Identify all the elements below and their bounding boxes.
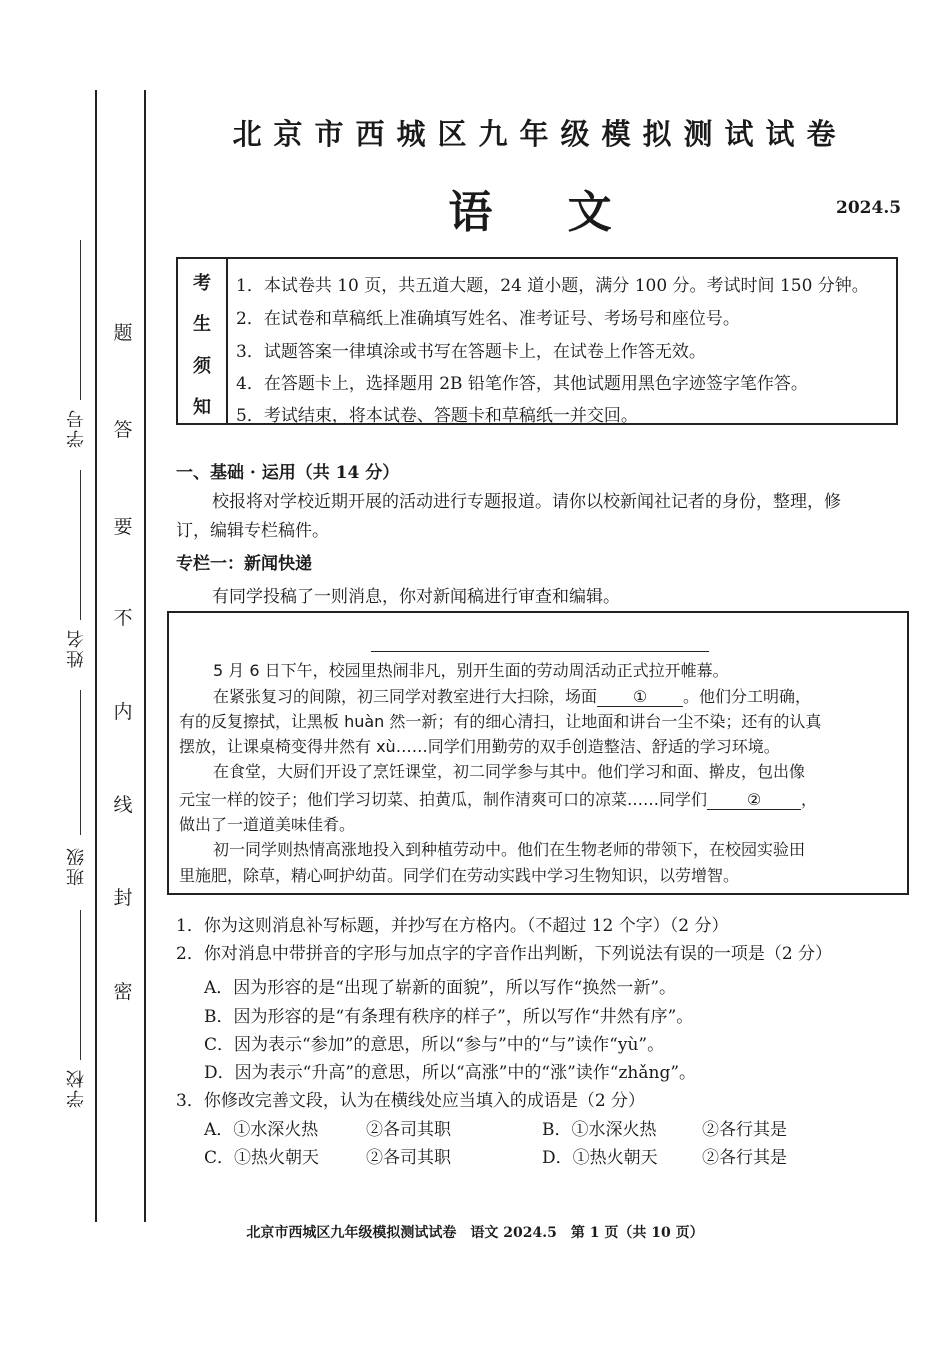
- question-3-option-d: D．①热火朝天: [542, 1148, 658, 1168]
- page-footer: 北京市西城区九年级模拟测试试卷 语文 2024.5 第 1 页（共 10 页）: [246, 1225, 704, 1241]
- question-3-option-c-value: ②各司其职: [366, 1148, 451, 1168]
- question-3-option-a-value: ②各司其职: [366, 1120, 451, 1140]
- section-intro: 校报将对学校近期开展的活动进行专题报道。请你以校新闻社记者的身份，整理，修: [212, 492, 841, 512]
- notice-item: 2．在试卷和草稿纸上准确填写姓名、准考证号、考场号和座位号。: [236, 309, 740, 329]
- news-paragraph: 元宝一样的饺子；他们学习切菜、拍黄瓜，制作清爽可口的凉菜……同学们 ② ，: [179, 790, 818, 809]
- notice-heading-char: 考: [193, 273, 211, 294]
- question-2: 2．你对消息中带拼音的字形与加点字的字音作出判断，下列说法有误的一项是（2 分）: [176, 944, 833, 964]
- news-article-box: [167, 611, 909, 895]
- student-id-label: 学号: [66, 408, 87, 448]
- question-1: 1．你为这则消息补写标题，并抄写在方格内。（不超过 12 个字）（2 分）: [176, 916, 729, 936]
- seal-char: 封: [113, 887, 133, 909]
- question-2-option-b: B．因为形容的是“有条理有秩序的样子”，所以写作“井然有序”。: [204, 1007, 694, 1027]
- seal-char: 答: [113, 419, 133, 441]
- section-intro: 订，编辑专栏稿件。: [176, 521, 329, 541]
- name-label: 姓名: [66, 628, 87, 668]
- seal-char: 要: [113, 516, 133, 538]
- notice-heading-char: 生: [193, 314, 211, 335]
- news-paragraph: 有的反复擦拭，让黑板 huàn 然一新；有的细心清扫，让地面和讲台一尘不染；还有的认真: [179, 712, 822, 731]
- exam-title: 北京市西城区九年级模拟测试试卷: [232, 117, 848, 151]
- class-line: [80, 690, 81, 835]
- binding-line-inner: [144, 90, 146, 1222]
- headline-blank-line: [371, 651, 709, 652]
- question-2-option-c: C．因为表示“参加”的意思，所以“参与”中的“与”读作“yù”。: [204, 1035, 665, 1055]
- question-2-option-a: A．因为形容的是“出现了崭新的面貌”，所以写作“换然一新”。: [204, 978, 677, 998]
- blank-1: ①: [597, 687, 683, 707]
- column-title: 专栏一：新闻快递: [176, 554, 312, 574]
- seal-char: 不: [113, 607, 133, 629]
- notice-heading-char: 知: [193, 397, 211, 418]
- school-line: [80, 910, 81, 1060]
- exam-notice-box: [176, 257, 898, 425]
- news-paragraph: 初一同学则热情高涨地投入到种植劳动中。他们在生物老师的带领下，在校园实验田: [213, 840, 806, 859]
- subject-title: 语 文: [448, 187, 642, 238]
- news-paragraph: 摆放，让课桌椅变得井然有 xù……同学们用勤劳的双手创造整洁、舒适的学习环境。: [179, 737, 780, 756]
- name-line: [80, 470, 81, 620]
- seal-char: 题: [113, 322, 133, 344]
- binding-line-outer: [95, 90, 97, 1222]
- column-intro: 有同学投稿了一则消息，你对新闻稿进行审查和编辑。: [212, 587, 620, 607]
- question-3-option-c: C．①热火朝天: [204, 1148, 320, 1168]
- seal-char: 内: [113, 701, 133, 723]
- section-heading: 一、基础 · 运用（共 14 分）: [176, 463, 400, 483]
- seal-char: 线: [113, 794, 133, 816]
- seal-char: 密: [113, 981, 133, 1003]
- question-3-option-b-value: ②各行其是: [702, 1120, 787, 1140]
- student-id-line: [80, 240, 81, 400]
- school-label: 学校: [66, 1068, 87, 1108]
- notice-item: 4．在答题卡上，选择题用 2B 铅笔作答，其他试题用黑色字迹签字笔作答。: [236, 374, 808, 394]
- exam-date: 2024.5: [836, 198, 902, 218]
- news-paragraph: 在食堂，大厨们开设了烹饪课堂，初二同学参与其中。他们学习和面、擀皮，包出像: [213, 762, 806, 781]
- question-3-option-b: B．①水深火热: [542, 1120, 657, 1140]
- question-3-option-a: A．①水深火热: [204, 1120, 319, 1140]
- class-label: 班级: [66, 846, 87, 886]
- question-3: 3．你修改完善文段，认为在横线处应当填入的成语是（2 分）: [176, 1091, 646, 1111]
- notice-heading: [178, 259, 228, 423]
- notice-item: 1．本试卷共 10 页，共五道大题，24 道小题，满分 100 分。考试时间 150 分钟。: [236, 276, 869, 296]
- question-2-option-d: D．因为表示“升高”的意思，所以“高涨”中的“涨”读作“zhǎng”。: [204, 1063, 697, 1083]
- notice-item: 5．考试结束，将本试卷、答题卡和草稿纸一并交回。: [236, 406, 638, 426]
- news-paragraph: 里施肥，除草，精心呵护幼苗。同学们在劳动实践中学习生物知识，以劳增智。: [179, 866, 740, 885]
- blank-2: ②: [707, 790, 801, 810]
- notice-item: 3．试题答案一律填涂或书写在答题卡上，在试卷上作答无效。: [236, 342, 706, 362]
- news-paragraph: 做出了一道道美味佳肴。: [179, 815, 356, 834]
- question-3-option-d-value: ②各行其是: [702, 1148, 787, 1168]
- notice-heading-char: 须: [193, 356, 211, 377]
- news-paragraph: 在紧张复习的间隙，初三同学对教室进行大扫除，场面 ① 。他们分工明确，: [213, 687, 812, 706]
- news-paragraph: 5 月 6 日下午，校园里热闹非凡，别开生面的劳动周活动正式拉开帷幕。: [213, 661, 729, 680]
